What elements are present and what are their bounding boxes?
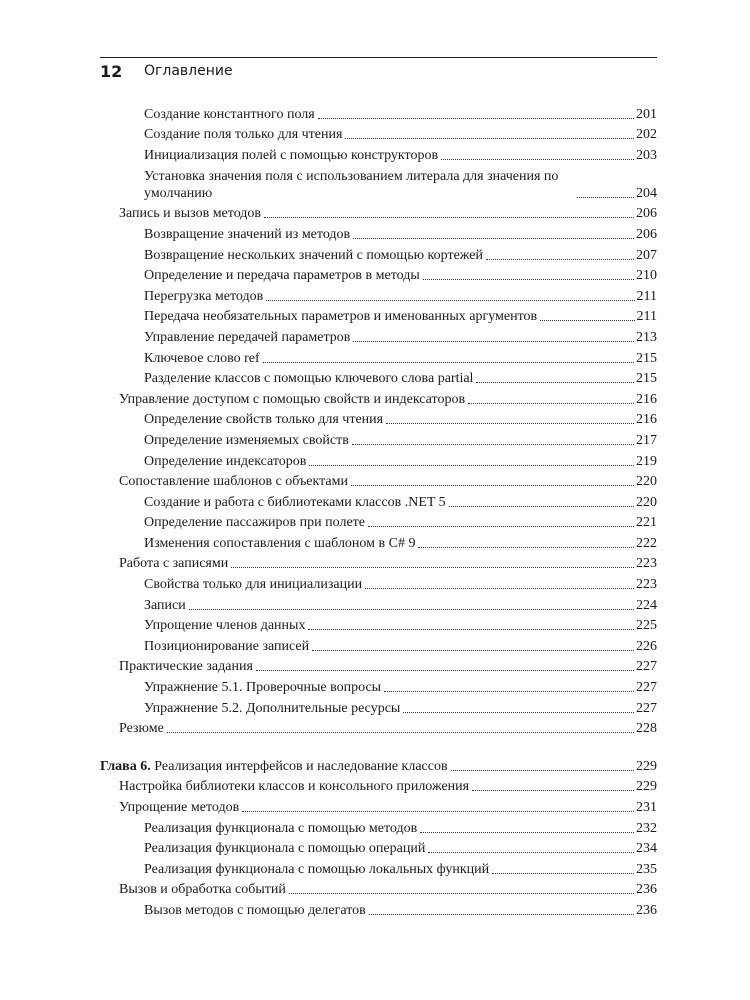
toc-entry-title: Возвращение нескольких значений с помощью кортежей bbox=[144, 247, 483, 263]
toc-entry-page: 227 bbox=[636, 659, 657, 675]
toc-entry-title: Свойства только для инициализации bbox=[144, 577, 363, 593]
chapter-prefix: Глава 6. bbox=[100, 758, 151, 774]
leader-dots bbox=[242, 811, 634, 812]
toc-entry[interactable] bbox=[100, 123, 657, 144]
leader-dots bbox=[418, 547, 634, 548]
toc-entry-page: 213 bbox=[636, 329, 657, 345]
toc-entry[interactable] bbox=[100, 675, 657, 696]
toc-entry-page: 232 bbox=[636, 820, 657, 836]
toc-entry[interactable] bbox=[100, 305, 657, 326]
leader-dots bbox=[351, 485, 634, 486]
toc-entry[interactable] bbox=[100, 717, 657, 738]
toc-entry-title: Возвращение значений из методов bbox=[144, 226, 351, 242]
toc-entry-title: Инициализация полей с помощью конструкторов bbox=[144, 147, 439, 163]
toc-entry-title: Определение индексаторов bbox=[144, 453, 307, 469]
toc-entry[interactable] bbox=[100, 795, 657, 816]
toc-entry-page: 220 bbox=[636, 474, 657, 490]
leader-dots bbox=[451, 770, 634, 771]
toc-entry-page: 219 bbox=[636, 453, 657, 469]
toc-entry-page: 223 bbox=[636, 556, 657, 572]
toc-entry[interactable] bbox=[100, 816, 657, 837]
toc-entry[interactable] bbox=[100, 284, 657, 305]
leader-dots bbox=[189, 609, 634, 610]
running-header bbox=[100, 57, 657, 81]
toc-entry-title: Создание константного поля bbox=[144, 106, 315, 122]
toc-entry-title: Упрощение методов bbox=[119, 800, 240, 815]
toc-entry[interactable] bbox=[100, 346, 657, 367]
leader-dots bbox=[476, 382, 634, 383]
toc-entry-title: Создание и работа с библиотеками классов .NET 5 bbox=[144, 494, 446, 510]
toc-entry-title: Практические задания bbox=[119, 659, 253, 675]
toc-entry-page: 223 bbox=[636, 577, 657, 593]
toc-entry-page: 204 bbox=[636, 185, 657, 201]
leader-dots bbox=[264, 217, 634, 218]
page-number: 12 bbox=[100, 62, 123, 81]
toc-entry-title: Установка значения поля с использованием литерала для значения по умолчанию bbox=[144, 168, 559, 201]
toc-entry-title: Вызов методов с помощью делегатов bbox=[144, 902, 366, 918]
leader-dots bbox=[353, 341, 634, 342]
toc-entry-title: Разделение классов с помощью ключевого слова partial bbox=[144, 371, 474, 387]
toc-entry-title: Позиционирование записей bbox=[144, 638, 310, 654]
toc-entry-title: Передача необязательных параметров и именованных аргументов bbox=[144, 309, 538, 325]
toc-entry[interactable] bbox=[100, 408, 657, 429]
leader-dots bbox=[308, 629, 634, 630]
toc-entry-page: 229 bbox=[636, 779, 657, 795]
toc-entry-title: Определение пассажиров при полете bbox=[144, 515, 365, 531]
leader-dots bbox=[167, 732, 634, 733]
toc-entry[interactable] bbox=[100, 449, 657, 470]
toc-entry[interactable] bbox=[100, 102, 657, 123]
toc-entry-page: 227 bbox=[636, 680, 657, 696]
toc-entry-title: Реализация функционала с помощью методов bbox=[144, 820, 418, 836]
toc-entry[interactable] bbox=[100, 775, 657, 796]
toc-entry[interactable] bbox=[100, 428, 657, 449]
leader-dots bbox=[486, 259, 634, 260]
leader-dots bbox=[386, 423, 634, 424]
leader-dots bbox=[540, 320, 634, 321]
toc-entry-page: 215 bbox=[636, 371, 657, 387]
toc-list-chapter-6 bbox=[100, 775, 657, 919]
section-gap bbox=[100, 737, 657, 754]
leader-dots bbox=[369, 914, 634, 915]
leader-dots bbox=[231, 567, 634, 568]
toc-entry[interactable] bbox=[100, 222, 657, 243]
toc-entry[interactable] bbox=[100, 367, 657, 388]
toc-entry-title: Резюме bbox=[119, 721, 164, 737]
leader-dots bbox=[352, 444, 634, 445]
toc-entry-title: Реализация функционала с помощью операций bbox=[144, 841, 426, 857]
toc-entry-page: 206 bbox=[636, 206, 657, 222]
chapter-page: 229 bbox=[636, 758, 657, 774]
toc-entry-page: 202 bbox=[636, 127, 657, 143]
toc-entry-title: Вызов и обработка событий bbox=[119, 882, 286, 898]
toc-entry[interactable] bbox=[100, 202, 657, 223]
toc-entry-title: Перегрузка методов bbox=[144, 288, 264, 304]
leader-dots bbox=[318, 118, 634, 119]
toc-entry-title: Изменения сопоставления с шаблоном в C# 9 bbox=[144, 535, 416, 551]
leader-dots bbox=[368, 526, 634, 527]
toc-entry-title: Сопоставление шаблонов с объектами bbox=[119, 474, 348, 490]
toc-entry-title: Ключевое слово ref bbox=[144, 350, 260, 366]
toc-entry[interactable] bbox=[100, 531, 657, 552]
toc-entry[interactable] bbox=[100, 857, 657, 878]
toc-entry-title: Управление доступом с помощью свойств и индексаторов bbox=[119, 391, 466, 407]
toc-entry-title: Упражнение 5.1. Проверочные вопросы bbox=[144, 680, 382, 696]
leader-dots bbox=[309, 465, 634, 466]
toc-entry[interactable] bbox=[100, 325, 657, 346]
toc-entry-page: 201 bbox=[636, 106, 657, 122]
toc-entry-page: 211 bbox=[636, 309, 657, 325]
table-of-contents bbox=[100, 102, 657, 919]
toc-entry[interactable] bbox=[100, 655, 657, 676]
toc-entry[interactable] bbox=[100, 593, 657, 614]
toc-entry-title: Определение и передача параметров в методы bbox=[144, 268, 420, 284]
toc-entry-page: 217 bbox=[636, 432, 657, 448]
leader-dots bbox=[428, 852, 634, 853]
toc-entry[interactable] bbox=[100, 143, 657, 164]
toc-entry-page: 235 bbox=[636, 861, 657, 877]
toc-entry[interactable] bbox=[100, 837, 657, 858]
toc-entry-page: 227 bbox=[636, 700, 657, 716]
leader-dots bbox=[384, 691, 634, 692]
toc-entry-title: Управление передачей параметров bbox=[144, 329, 351, 345]
toc-entry-title: Упрощение членов данных bbox=[144, 618, 306, 634]
toc-entry[interactable] bbox=[100, 898, 657, 919]
toc-chapter-heading[interactable] bbox=[100, 754, 657, 775]
leader-dots bbox=[492, 873, 634, 874]
leader-dots bbox=[420, 832, 634, 833]
leader-dots bbox=[353, 238, 634, 239]
toc-entry-page: 221 bbox=[636, 515, 657, 531]
leader-dots bbox=[263, 362, 634, 363]
leader-dots bbox=[312, 650, 634, 651]
toc-entry[interactable] bbox=[100, 511, 657, 532]
toc-entry-title: Упражнение 5.2. Дополнительные ресурсы bbox=[144, 700, 401, 716]
leader-dots bbox=[256, 670, 634, 671]
toc-entry[interactable] bbox=[100, 572, 657, 593]
toc-entry-page: 211 bbox=[636, 288, 657, 304]
toc-entry[interactable] bbox=[100, 878, 657, 899]
toc-entry[interactable] bbox=[100, 470, 657, 491]
toc-list-chapter-5 bbox=[100, 102, 657, 737]
running-title: Оглавление bbox=[144, 63, 233, 79]
chapter-title: Реализация интерфейсов и наследование классов bbox=[154, 758, 448, 774]
toc-entry[interactable] bbox=[100, 387, 657, 408]
toc-entry[interactable] bbox=[100, 264, 657, 285]
toc-entry-title: Настройка библиотеки классов и консольного приложения bbox=[119, 779, 470, 795]
leader-dots bbox=[266, 300, 634, 301]
toc-entry-page: 216 bbox=[636, 412, 657, 428]
toc-entry[interactable] bbox=[100, 243, 657, 264]
toc-entry[interactable] bbox=[100, 696, 657, 717]
toc-entry-page: 228 bbox=[636, 721, 657, 737]
toc-entry-page: 203 bbox=[636, 147, 657, 163]
toc-entry-page: 210 bbox=[636, 268, 657, 284]
toc-entry-title: Определение свойств только для чтения bbox=[144, 412, 384, 428]
toc-entry-page: 207 bbox=[636, 247, 657, 263]
leader-dots bbox=[289, 893, 634, 894]
toc-entry-title: Определение изменяемых свойств bbox=[144, 432, 349, 448]
toc-entry[interactable] bbox=[100, 634, 657, 655]
toc-entry-page: 216 bbox=[636, 391, 657, 407]
leader-dots bbox=[577, 197, 634, 198]
toc-entry-page: 236 bbox=[636, 902, 657, 918]
toc-entry[interactable] bbox=[100, 490, 657, 511]
toc-entry-page: 222 bbox=[636, 535, 657, 551]
toc-entry[interactable] bbox=[100, 614, 657, 635]
leader-dots bbox=[441, 159, 634, 160]
toc-entry-title: Работа с записями bbox=[119, 556, 229, 572]
toc-entry-page: 220 bbox=[636, 494, 657, 510]
leader-dots bbox=[449, 506, 634, 507]
toc-entry-page: 215 bbox=[636, 350, 657, 366]
toc-entry-page: 224 bbox=[636, 597, 657, 613]
leader-dots bbox=[345, 138, 634, 139]
toc-entry-page: 206 bbox=[636, 226, 657, 242]
leader-dots bbox=[365, 588, 634, 589]
toc-entry-title: Создание поля только для чтения bbox=[144, 127, 343, 143]
toc-entry-title: Запись и вызов методов bbox=[119, 206, 262, 222]
leader-dots bbox=[403, 712, 634, 713]
toc-entry-page: 231 bbox=[636, 800, 657, 815]
toc-entry-page: 225 bbox=[636, 618, 657, 634]
toc-entry[interactable] bbox=[100, 552, 657, 573]
toc-entry[interactable] bbox=[100, 164, 657, 202]
toc-entry-title: Записи bbox=[144, 597, 186, 613]
toc-entry-page: 226 bbox=[636, 638, 657, 654]
leader-dots bbox=[472, 790, 634, 791]
leader-dots bbox=[423, 279, 634, 280]
toc-entry-title: Реализация функционала с помощью локальных функций bbox=[144, 861, 490, 877]
toc-entry-page: 236 bbox=[636, 882, 657, 898]
toc-entry-page: 234 bbox=[636, 841, 657, 857]
leader-dots bbox=[468, 403, 634, 404]
